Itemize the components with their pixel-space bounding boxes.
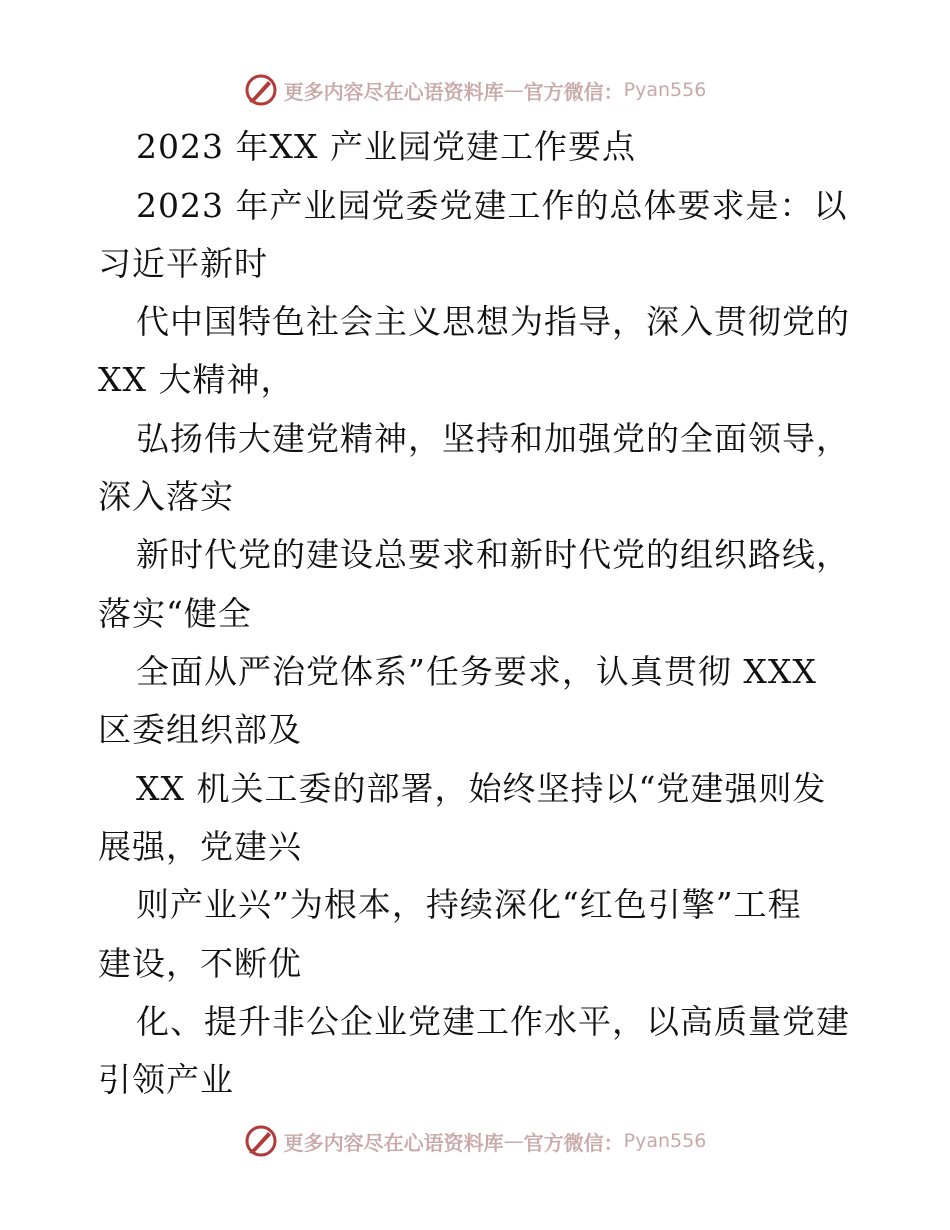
watermark-text: 更多内容尽在心语资料库 [283, 1130, 504, 1155]
footer-watermark [0, 1121, 950, 1161]
paragraph-line: XX 大精神， [98, 360, 295, 399]
paragraph-line: 落实“健全 [98, 594, 252, 633]
paragraph-line: 新时代党的建设总要求和新时代党的组织路线， [136, 535, 850, 574]
paragraph-line: 建设，不断优 [98, 944, 302, 983]
paragraph-line: 2023 年产业园党委党建工作的总体要求是：以 [136, 186, 848, 225]
paragraph-line: 化、提升非公企业党建工作水平，以高质量党建 [136, 1002, 850, 1041]
paragraph-line: 习近平新时 [98, 244, 268, 283]
watermark-label: 官方微信： [523, 79, 624, 104]
watermark-label: 官方微信： [523, 1130, 624, 1155]
paragraph-line: 展强，党建兴 [98, 827, 302, 866]
watermark-dash: — [503, 1129, 524, 1153]
document-title: 2023 年XX 产业园党建工作要点 [136, 127, 636, 166]
watermark-text: 更多内容尽在心语资料库 [283, 79, 504, 104]
quill-seal-icon [244, 1124, 278, 1158]
paragraph-line: 区委组织部及 [98, 710, 302, 749]
paragraph-line: 弘扬伟大建党精神，坚持和加强党的全面领导， [136, 419, 850, 458]
paragraph-line: 则产业兴”为根本，持续深化“红色引擎”工程 [136, 885, 802, 924]
paragraph-line: 全面从严治党体系”任务要求，认真贯彻 XXX [136, 652, 817, 691]
header-watermark [0, 70, 950, 110]
paragraph-line: 代中国特色社会主义思想为指导，深入贯彻党的 [136, 302, 850, 341]
quill-seal-icon [244, 73, 278, 107]
watermark-wechat-id: Pyan556 [623, 79, 707, 101]
paragraph-line: XX 机关工委的部署，始终坚持以“党建强则发 [136, 769, 827, 808]
paragraph-line: 深入落实 [98, 477, 234, 516]
paragraph-line: 引领产业 [98, 1060, 234, 1099]
watermark-dash: — [503, 78, 524, 102]
watermark-wechat-id: Pyan556 [623, 1130, 707, 1152]
